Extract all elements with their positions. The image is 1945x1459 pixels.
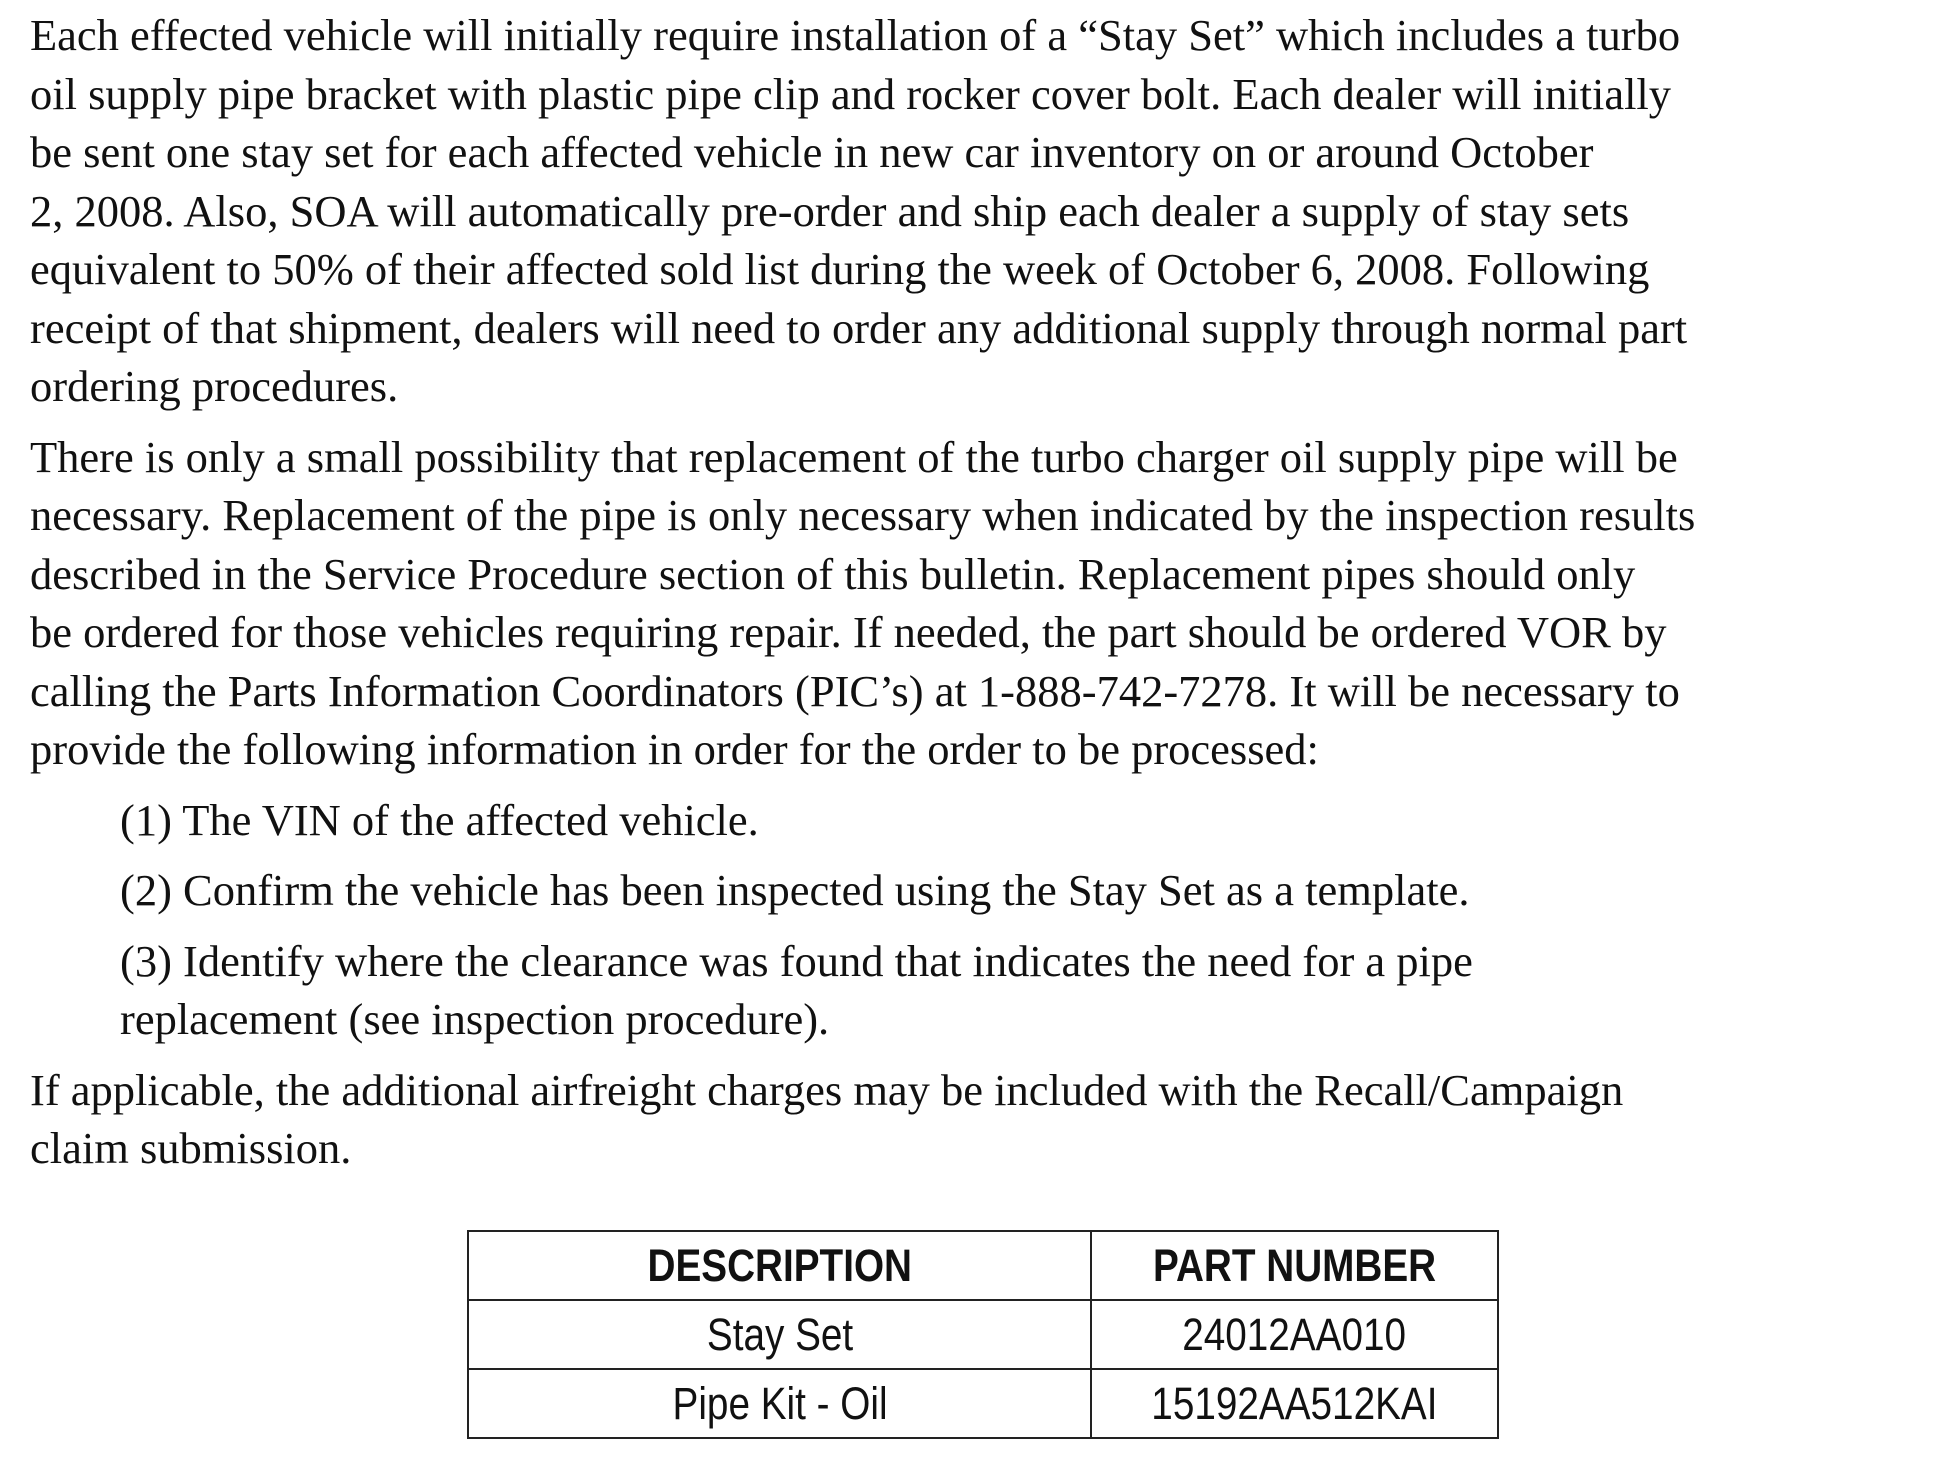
- text-line: equivalent to 50% of their affected sold list during the week of October 6, 2008. Following: [30, 244, 1650, 294]
- table-row: [468, 1369, 1498, 1438]
- cell-text: Pipe Kit - Oil: [672, 1377, 888, 1429]
- column-header-description: [468, 1231, 1091, 1300]
- text-line: If applicable, the additional airfreight charges may be included with the Recall/Campaign: [30, 1064, 1624, 1115]
- text-line: There is only a small possibility that replacement of the turbo charger oil supply pipe will be: [30, 431, 1678, 482]
- text-line: be sent one stay set for each affected vehicle in new car inventory on or around October: [30, 127, 1594, 177]
- document-body: [30, 6, 1930, 1178]
- cell-description: [468, 1300, 1091, 1369]
- text-line: (2) Confirm the vehicle has been inspected using the Stay Set as a template.: [120, 865, 1470, 915]
- text-line: (1) The VIN of the affected vehicle.: [120, 794, 759, 845]
- cell-text: 24012AA010: [1182, 1308, 1407, 1360]
- required-information-list: [30, 791, 1930, 1049]
- paragraph-airfreight: [30, 1061, 1930, 1178]
- text-line: replacement (see inspection procedure).: [120, 994, 830, 1044]
- column-header-part-number: [1091, 1231, 1498, 1300]
- cell-description: [468, 1369, 1091, 1438]
- list-item-clearance-location: [30, 932, 1930, 1049]
- text-line: claim submission.: [30, 1123, 352, 1173]
- text-line: ordering procedures.: [30, 361, 399, 411]
- cell-part-number: [1091, 1300, 1498, 1369]
- text-line: (3) Identify where the clearance was found that indicates the need for a pipe: [120, 935, 1473, 986]
- table-header-row: [468, 1231, 1498, 1300]
- paragraph-pipe-replacement: [30, 428, 1930, 779]
- header-label: DESCRIPTION: [647, 1239, 912, 1291]
- cell-text: 15192AA512KAI: [1151, 1377, 1438, 1429]
- list-item-vin: [30, 791, 1930, 850]
- cell-text: Stay Set: [706, 1308, 853, 1360]
- text-line: necessary. Replacement of the pipe is only necessary when indicated by the inspection results: [30, 490, 1696, 540]
- cell-part-number: [1091, 1369, 1498, 1438]
- header-label: PART NUMBER: [1153, 1239, 1437, 1291]
- text-line: oil supply pipe bracket with plastic pipe clip and rocker cover bolt. Each dealer will initially: [30, 68, 1672, 119]
- text-line: Each effected vehicle will initially require installation of a “Stay Set” which includes a turbo: [30, 10, 1681, 60]
- text-line: provide the following information in order for the order to be processed:: [30, 724, 1319, 774]
- text-line: calling the Parts Information Coordinators (PIC’s) at 1-888-742-7278. It will be necessary to: [30, 665, 1680, 716]
- text-line: receipt of that shipment, dealers will need to order any additional supply through normal part: [30, 302, 1688, 353]
- list-item-inspection-confirm: [30, 861, 1930, 920]
- text-line: described in the Service Procedure section of this bulletin. Replacement pipes should only: [30, 548, 1636, 599]
- paragraph-stay-set: [30, 6, 1930, 416]
- table-row: [468, 1300, 1498, 1369]
- text-line: 2, 2008. Also, SOA will automatically pre-order and ship each dealer a supply of stay sets: [30, 185, 1630, 236]
- text-line: be ordered for those vehicles requiring repair. If needed, the part should be ordered VOR by: [30, 607, 1667, 657]
- parts-table: [467, 1230, 1499, 1439]
